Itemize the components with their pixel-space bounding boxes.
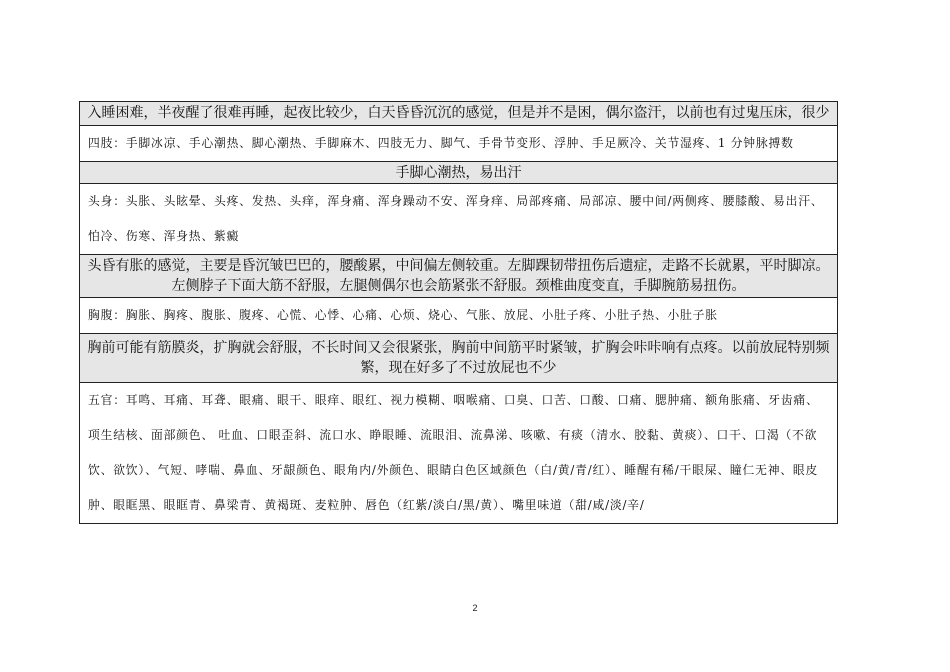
answer-row-limbs: 手脚心潮热，易出汗 [80, 161, 837, 183]
question-row-five-senses: 五官：耳鸣、耳痛、耳聋、眼痛、眼干、眼痒、眼红、视力模糊、咽喉痛、口臭、口苦、口酸、口痛、腮肿痛、额角胀痛、牙齿痛、项生结核、面部颜色、 吐血、口眼歪斜、流口水、睁眼睡、流眼泪、流鼻涕、咳嗽、有痰（清水、胶黏、黄痰）、口干、口渴（不欲饮、欲饮）、气短、哮喘、鼻血、牙龈颜色、眼角内/外颜色、眼睛白色区域颜色（白/黄/青/红）、睡醒有稀/干眼屎、瞳仁无神、眼皮肿、眼眶黑、眼眶青、鼻梁青、黄褐斑、麦粒肿、唇色（红紫/淡白/黑/黄）、嘴里味道（甜/咸/淡/辛/ [80, 382, 837, 523]
answer-row-head-body: 头昏有胀的感觉，主要是昏沉皱巴巴的，腰酸累，中间偏左侧较重。左脚踝韧带扭伤后遗症，走路不长就累，平时脚凉。左侧脖子下面大筋不舒服，左腿侧偶尔也会筋紧张不舒服。颈椎曲度变直，手脚腕筋易扭伤。 [80, 254, 837, 297]
answer-row-sleep: 入睡困难，半夜醒了很难再睡，起夜比较少，白天昏昏沉沉的感觉，但是并不是困，偶尔盗汗，以前也有过鬼压床，很少 [80, 102, 837, 125]
answer-row-chest-abdomen: 胸前可能有筋膜炎，扩胸就会舒服，不长时间又会很紧张，胸前中间筋平时紧皱，扩胸会咔咔响有点疼。以前放屁特别频繁，现在好多了不过放屁也不少 [80, 333, 837, 382]
questionnaire-table [79, 101, 838, 524]
question-row-head-body: 头身：头胀、头眩晕、头疼、发热、头痒，浑身痛、浑身躁动不安、浑身痒、局部疼痛、局部凉、腰中间/两侧疼、腰膝酸、易出汗、怕冷、伤寒、浑身热、紫癜 [80, 183, 837, 254]
question-row-limbs: 四肢：手脚冰凉、手心潮热、脚心潮热、手脚麻木、四肢无力、脚气、手骨节变形、浮肿、手足厥冷、关节湿疼、1 分钟脉搏数 [80, 125, 837, 161]
question-row-chest-abdomen: 胸腹：胸胀、胸疼、腹胀、腹疼、心慌、心悸、心痛、心烦、烧心、气胀、放屁、小肚子疼、小肚子热、小肚子胀 [80, 297, 837, 333]
page-number: 2 [472, 603, 478, 613]
